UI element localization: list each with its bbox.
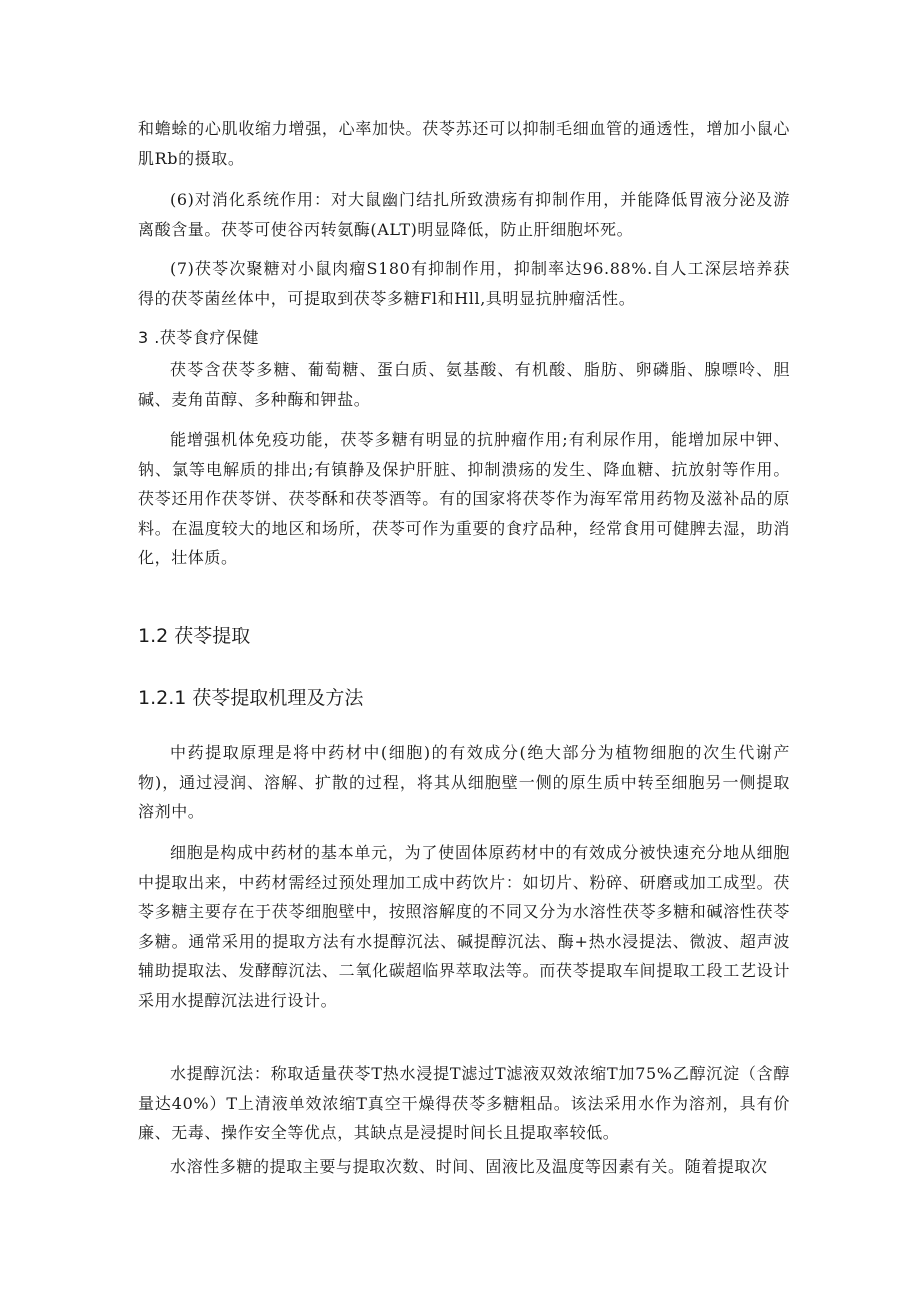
section-number: 1.2.1 [138, 687, 187, 709]
section-heading-1-2-1 [138, 685, 363, 711]
paragraph-factors: 水溶性多糖的提取主要与提取次数、时间、固液比及温度等因素有关。随着提取次 [170, 1157, 768, 1176]
section-number: 1.2 [138, 625, 169, 647]
section-title: 茯苓提取 [174, 625, 251, 647]
paragraph-digestive-effects: (6)对消化系统作用：对大鼠幽门结扎所致溃疡有抑制作用，并能降低胃液分泌及游离酸含量。茯苓可使谷丙转氨酶(ALT)明显降低，防止肝细胞坏死。 [138, 190, 790, 239]
paragraph-composition: 茯苓含茯苓多糖、葡萄糖、蛋白质、氨基酸、有机酸、脂肪、卵磷脂、腺嘌呤、胆碱、麦角苗醇、多种酶和钾盐。 [138, 360, 790, 409]
section-heading-1-2 [138, 623, 250, 649]
paragraph-cardiac-effects: 和蟾蜍的心肌收缩力增强，心率加快。茯苓苏还可以抑制毛细血管的通透性，增加小鼠心肌Rb的摄取。 [138, 119, 790, 168]
paragraph-antitumor-effects: (7)茯苓次聚糖对小鼠肉瘤S180有抑制作用，抑制率达96.88%.自人工深层培养获得的茯苓菌丝体中，可提取到茯苓多糖Fl和Hll,具明显抗肿瘤活性。 [138, 259, 790, 308]
paragraph-water-extraction: 水提醇沉法：称取适量茯苓T热水浸提T滤过T滤液双效浓缩T加75%乙醇沉淀（含醇量达40%）T上清液单效浓缩T真空干燥得茯苓多糖粗品。该法采用水作为溶剂，具有价廉、无毒、操作安全等优点，其缺点是浸提时间长且提取率较低。 [138, 1064, 790, 1142]
section-title: 茯苓提取机理及方法 [192, 687, 364, 709]
paragraph-extraction-principle: 中药提取原理是将中药材中(细胞)的有效成分(绝大部分为植物细胞的次生代谢产物)，通过浸润、溶解、扩散的过程，将其从细胞壁一侧的原生质中转至细胞另一侧提取溶剂中。 [138, 743, 790, 821]
paragraph-extraction-methods: 细胞是构成中药材的基本单元，为了使固体原药材中的有效成分被快速充分地从细胞中提取出来，中药材需经过预处理加工成中药饮片：如切片、粉碎、研磨或加工成型。茯苓多糖主要存在于茯苓细胞壁中，按照溶解度的不同又分为水溶性茯苓多糖和碱溶性茯苓多糖。通常采用的提取方法有水提醇沉法、碱提醇沉法、酶+热水浸提法、微波、超声波辅助提取法、发酵醇沉法、二氧化碳超临界萃取法等。而茯苓提取车间提取工段工艺设计采用水提醇沉法进行设计。 [138, 843, 790, 1010]
paragraph-health-benefits: 能增强机体免疫功能，茯苓多糖有明显的抗肿瘤作用;有利尿作用，能增加尿中钾、钠、氯等电解质的排出;有镇静及保护肝脏、抑制溃疡的发生、降血糖、抗放射等作用。茯苓还用作茯苓饼、茯苓酥和茯苓酒等。有的国家将茯苓作为海军常用药物及滋补品的原料。在温度较大的地区和场所，茯苓可作为重要的食疗品种，经常食用可健脾去湿，助消化，壮体质。 [138, 430, 790, 567]
section-heading-food-therapy: 3 .茯苓食疗保健 [138, 328, 259, 347]
